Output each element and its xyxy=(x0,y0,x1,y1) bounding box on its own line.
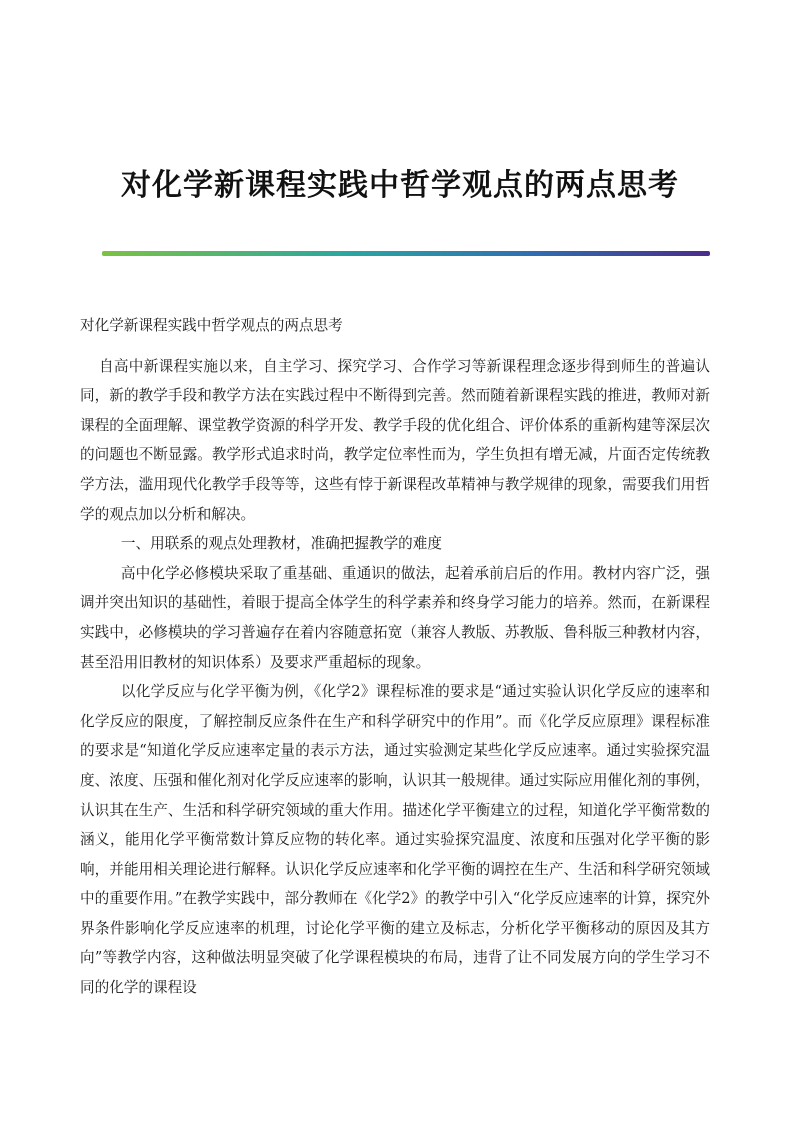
document-body xyxy=(80,311,710,1003)
document-title: 对化学新课程实践中哲学观点的两点思考 xyxy=(121,168,679,203)
title-divider xyxy=(102,251,710,256)
paragraph-intro: 自高中新课程实施以来，自主学习、探究学习、合作学习等新课程理念逐步得到师生的普遍认同，新的教学手段和教学方法在实践过程中不断得到完善。然而随着新课程实践的推进，教师对新课程的全面理解、课堂教学资源的科学开发、教学手段的优化组合、评价体系的重新构建等深层次的问题也不断显露。教学形式追求时尚，教学定位率性而为，学生负担有增无减，片面否定传统教学方法，滥用现代化教学手段等等，这些有悖于新课程改革精神与教学规律的现象，需要我们用哲学的观点加以分析和解决。 xyxy=(80,357,710,523)
paragraph-example: 以化学反应与化学平衡为例，《化学2》课程标准的要求是“通过实验认识化学反应的速率和化学反应的限度，了解控制反应条件在生产和科学研究中的作用”。而《化学反应原理》课程标准的要求是“知道化学反应速率定量的表示方法，通过实验测定某些化学反应速率。通过实验探究温度、浓度、压强和催化剂对化学反应速率的影响，认识其一般规律。通过实际应用催化剂的事例，认识其在生产、生活和科学研究领域的重大作用。描述化学平衡建立的过程，知道化学平衡常数的涵义，能用化学平衡常数计算反应物的转化率。通过实验探究温度、浓度和压强对化学平衡的影响，并能用相关理论进行解释。认识化学反应速率和化学平衡的调控在生产、生活和科学研究领域中的重要作用。”在教学实践中，部分教师在《化学2》的教学中引入“化学反应速率的计算，探究外界条件影响化学反应速率的机理，讨论化学平衡的建立及标志，分析化学平衡移动的原因及其方向”等教学内容，这种做法明显突破了化学课程模块的布局，违背了让不同发展方向的学生学习不同的化学的课程设 xyxy=(80,683,710,997)
paragraph-section-1: 高中化学必修模块采取了重基础、重通识的做法，起着承前启后的作用。教材内容广泛，强调并突出知识的基础性，着眼于提高全体学生的科学素养和终身学习能力的培养。然而，在新课程实践中，必修模块的学习普遍存在着内容随意拓宽（兼容人教版、苏教版、鲁科版三种教材内容，甚至沿用旧教材的知识体系）及要求严重超标的现象。 xyxy=(80,564,710,671)
section-heading-1: 一、用联系的观点处理教材，准确把握教学的难度 xyxy=(120,535,442,553)
body-heading: 对化学新课程实践中哲学观点的两点思考 xyxy=(80,317,343,334)
